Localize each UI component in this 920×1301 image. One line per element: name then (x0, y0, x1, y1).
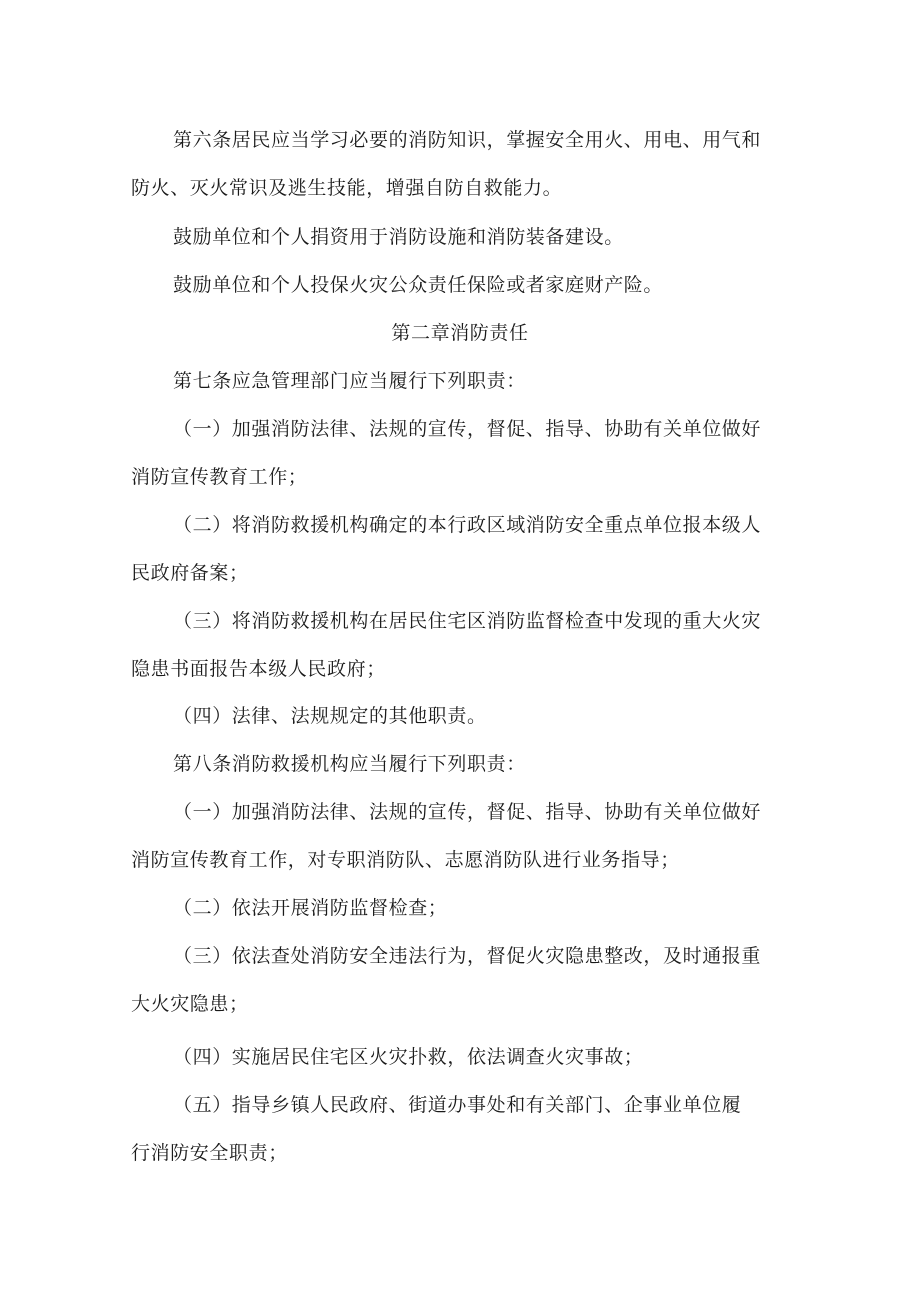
article-7-item-4: （四）法律、法规规定的其他职责。 (173, 705, 487, 727)
paragraph-article-6-line-2: 防火、灭火常识及逃生技能，增强自防自救能力。 (131, 177, 563, 199)
article-7-item-3-line-1: （三）将消防救援机构在居民住宅区消防监督检查中发现的重大火灾 (173, 610, 762, 632)
chapter-heading: 第二章消防责任 (391, 322, 529, 344)
article-8-item-1-line-1: （一）加强消防法律、法规的宣传，督促、指导、协助有关单位做好 (173, 801, 762, 823)
paragraph-article-8: 第八条消防救援机构应当履行下列职责： (173, 753, 526, 775)
article-7-item-2-line-1: （二）将消防救援机构确定的本行政区域消防安全重点单位报本级人 (173, 514, 762, 536)
article-7-item-1-line-2: 消防宣传教育工作； (131, 466, 308, 488)
article-8-item-5-line-2: 行消防安全职责； (131, 1142, 288, 1164)
article-7-item-3-line-2: 隐患书面报告本级人民政府； (131, 658, 386, 680)
paragraph-article-6-line-1: 第六条居民应当学习必要的消防知识，掌握安全用火、用电、用气和 (173, 129, 762, 151)
article-8-item-2: （二）依法开展消防监督检查； (173, 897, 448, 919)
article-7-item-1-line-1: （一）加强消防法律、法规的宣传，督促、指导、协助有关单位做好 (173, 418, 762, 440)
article-8-item-4: （四）实施居民住宅区火灾扑救，依法调查火灾事故； (173, 1046, 644, 1068)
article-8-item-1-line-2: 消防宣传教育工作，对专职消防队、志愿消防队进行业务指导； (131, 849, 680, 871)
article-8-item-5-line-1: （五）指导乡镇人民政府、街道办事处和有关部门、企事业单位履 (173, 1094, 742, 1116)
paragraph-insurance: 鼓励单位和个人投保火灾公众责任保险或者家庭财产险。 (173, 274, 664, 296)
paragraph-donation: 鼓励单位和个人捐资用于消防设施和消防装备建设。 (173, 226, 624, 248)
article-8-item-3-line-2: 大火灾隐患； (131, 993, 249, 1015)
paragraph-article-7: 第七条应急管理部门应当履行下列职责： (173, 370, 526, 392)
article-8-item-3-line-1: （三）依法查处消防安全违法行为，督促火灾隐患整改，及时通报重 (173, 945, 762, 967)
article-7-item-2-line-2: 民政府备案； (131, 562, 249, 584)
